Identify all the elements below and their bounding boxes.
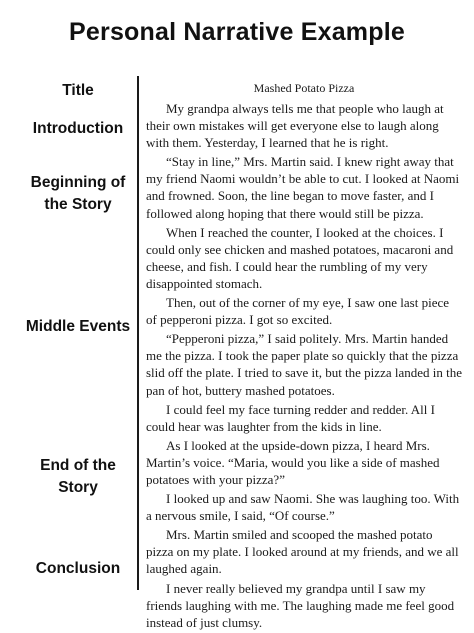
story-paragraph: Then, out of the corner of my eye, I saw one last piece of pepperoni pizza. I got so excited.	[146, 295, 450, 328]
story-paragraph: Mrs. Martin smiled and scooped the mashed potato pizza on my plate. I looked around at my friends, and we all laughed again.	[146, 527, 459, 577]
story-content	[146, 80, 462, 633]
label-end-line1: End of the	[40, 457, 116, 474]
page-title: Personal Narrative Example	[69, 18, 405, 46]
story-paragraph: “Stay in line,” Mrs. Martin said. I knew right away that my friend Naomi wouldn’t be able to cut. I looked at Naomi and frowned. Soon, the line began to move faster, and I followed along hoping that there would still be pizza.	[146, 154, 460, 221]
story-paragraph: I looked up and saw Naomi. She was laughing too. With a nervous smile, I said, “Of course.”	[146, 491, 460, 524]
story-paragraph: My grandpa always tells me that people who laugh at their own mistakes will get everyone else to laugh along with them. Yesterday, I learned that he is right.	[146, 101, 444, 151]
label-conclusion: Conclusion	[35, 560, 121, 577]
label-beginning-line1: Beginning of	[30, 174, 126, 191]
story-paragraph: I could feel my face turning redder and redder. All I could hear was laughter from the kids in line.	[146, 401, 435, 434]
label-end-line2: Story	[58, 479, 98, 496]
label-title: Title	[62, 82, 94, 99]
label-introduction: Introduction	[32, 120, 124, 137]
story-title: Mashed Potato Pizza	[253, 81, 355, 95]
label-end	[18, 455, 138, 499]
story-paragraph: I never really believed my grandpa until I saw my friends laughing with me. The laughing made me feel good instead of just clumsy.	[146, 580, 455, 630]
story-paragraph: “Pepperoni pizza,” I said politely. Mrs. Martin handed me the pizza. I took the paper plate so quickly that the pizza slid off the plate. I tried to save it, but the pizza landed in the pan of hot, buttery mashed potatoes.	[146, 331, 462, 398]
label-beginning-line2: the Story	[44, 196, 112, 213]
label-beginning	[18, 172, 138, 216]
story-paragraph: When I reached the counter, I looked at the choices. I could only see chicken and mashed potatoes, macaroni and cheese, and fish. I could hear the rumbling of my very disappointed stomach.	[146, 224, 454, 291]
story-paragraph: As I looked at the upside-down pizza, I heard Mrs. Martin’s voice. “Maria, would you like a side of mashed potatoes with your pizza?”	[146, 437, 440, 487]
label-middle-events: Middle Events	[25, 318, 131, 335]
